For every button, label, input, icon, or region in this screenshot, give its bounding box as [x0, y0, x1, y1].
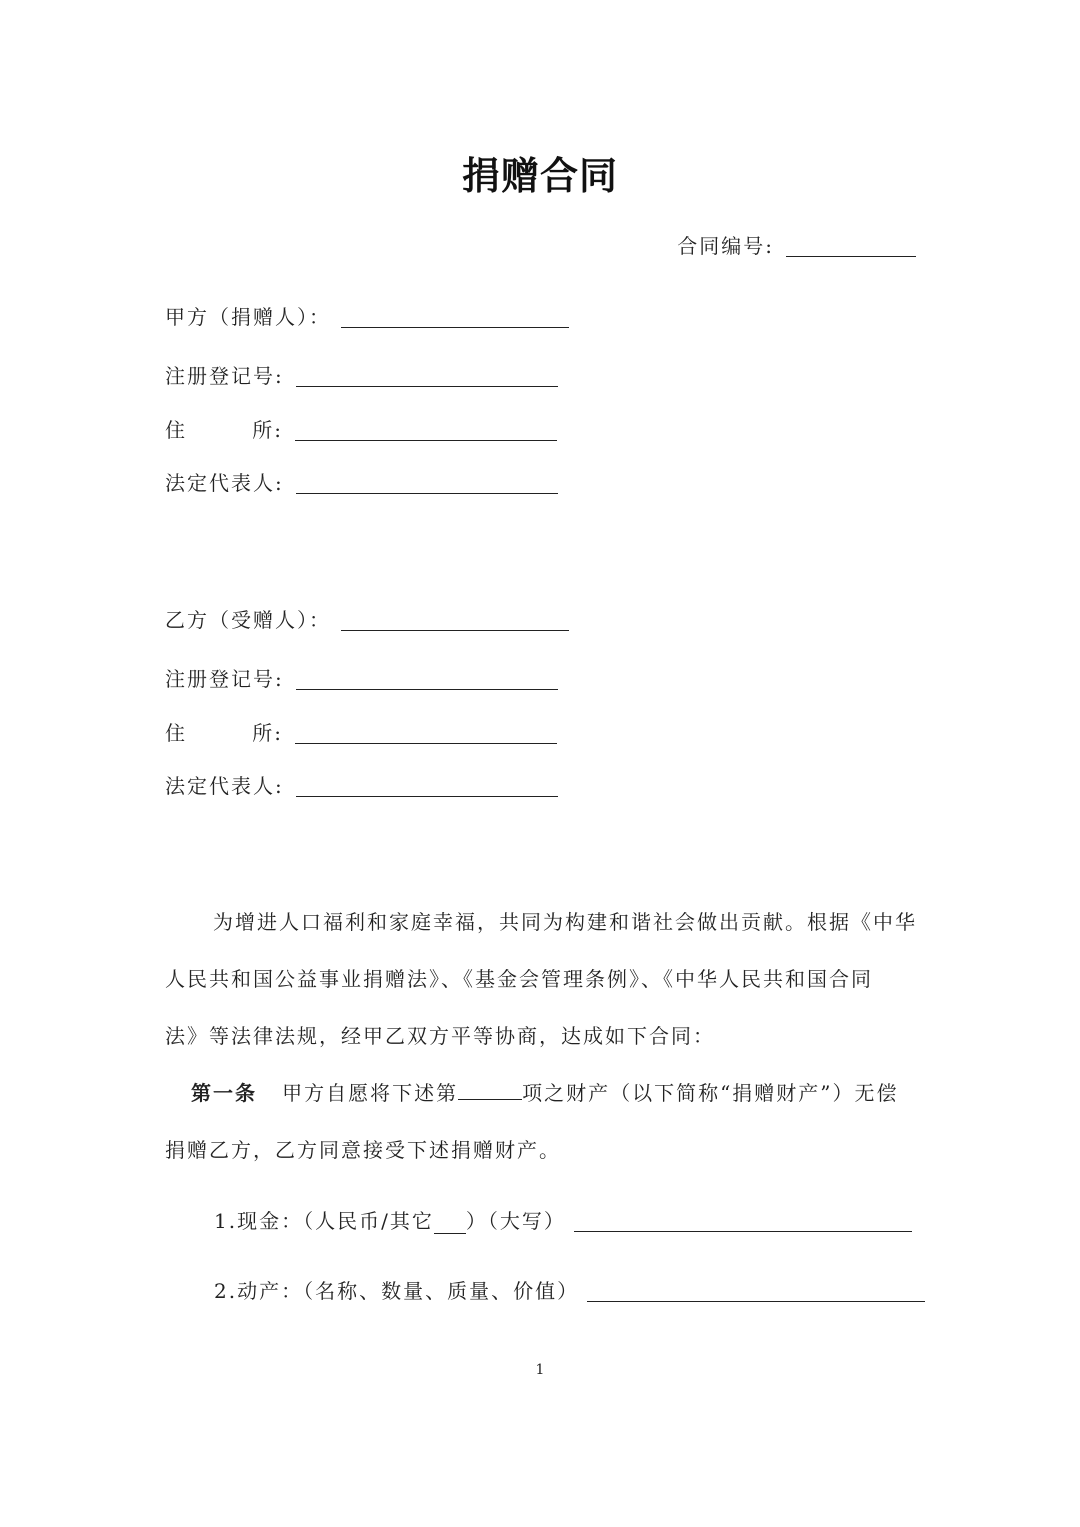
- party-a-name-blank[interactable]: [341, 327, 569, 328]
- party-b-heading: 乙方（受赠人）：: [165, 608, 331, 632]
- item-cash: [214, 1205, 912, 1234]
- party-b-registration-field: [165, 663, 558, 692]
- address-label-char: 住: [165, 721, 187, 745]
- page-number: 1: [535, 1362, 545, 1378]
- item-movables: [214, 1275, 925, 1304]
- party-a-representative-field: [165, 467, 558, 496]
- party-b-address-label: [165, 717, 283, 746]
- address-label-char: 所:: [252, 418, 283, 442]
- article-one-text-after: 项之财产（以下简称“捐赠财产”）无偿: [522, 1081, 899, 1105]
- party-b-name-blank[interactable]: [341, 630, 569, 631]
- contract-number-label: 合同编号:: [677, 234, 774, 258]
- party-b-representative-label: 法定代表人:: [165, 774, 284, 798]
- party-b-heading-field: [165, 604, 569, 633]
- item-cash-amount-blank[interactable]: [574, 1231, 912, 1232]
- party-a-heading: 甲方（捐赠人）：: [165, 305, 331, 329]
- party-a-registration-label: 注册登记号:: [165, 364, 284, 388]
- item-movables-label: 2.动产：（名称、数量、质量、价值）: [214, 1279, 580, 1303]
- preamble-line: 法》等法律法规，经甲乙双方平等协商，达成如下合同：: [165, 1024, 715, 1048]
- preamble-line: 人民共和国公益事业捐赠法》、《基金会管理条例》、《中华人民共和国合同: [165, 967, 873, 991]
- preamble-line: 为增进人口福利和家庭幸福，共同为构建和谐社会做出贡献。根据《中华: [213, 910, 917, 934]
- party-b-registration-label: 注册登记号:: [165, 667, 284, 691]
- item-cash-currency-blank[interactable]: [434, 1213, 466, 1234]
- article-one-line-1: [191, 1077, 899, 1106]
- item-cash-label: 1.现金：（人民币/其它: [214, 1209, 434, 1233]
- party-b-registration-blank[interactable]: [296, 689, 558, 690]
- article-one-line-2: 捐赠乙方，乙方同意接受下述捐赠财产。: [165, 1138, 561, 1162]
- party-a-representative-blank[interactable]: [296, 493, 558, 494]
- article-one: [165, 1077, 915, 1167]
- party-b-representative-blank[interactable]: [296, 796, 558, 797]
- article-one-text-before: 甲方自愿将下述第: [282, 1081, 459, 1105]
- party-b-address-field: [165, 717, 557, 746]
- article-one-heading: 第一条: [191, 1081, 257, 1105]
- party-b-representative-field: [165, 770, 558, 799]
- document-title: 捐赠合同: [461, 154, 618, 198]
- address-label-char: 所:: [252, 721, 283, 745]
- preamble-paragraph: [165, 906, 915, 1046]
- article-one-item-blank[interactable]: [458, 1079, 522, 1100]
- contract-number-field: [677, 230, 916, 259]
- party-a-registration-blank[interactable]: [296, 386, 558, 387]
- party-b-address-blank[interactable]: [295, 743, 557, 744]
- party-a-heading-field: [165, 301, 569, 330]
- party-a-address-blank[interactable]: [295, 440, 557, 441]
- party-a-representative-label: 法定代表人:: [165, 471, 284, 495]
- party-a-registration-field: [165, 360, 558, 389]
- item-movables-blank[interactable]: [587, 1301, 925, 1302]
- item-cash-label-after: ）（大写）: [465, 1209, 566, 1233]
- party-a-address-label: [165, 414, 283, 443]
- address-label-char: 住: [165, 418, 187, 442]
- party-a-address-field: [165, 414, 557, 443]
- contract-number-blank[interactable]: [786, 256, 916, 257]
